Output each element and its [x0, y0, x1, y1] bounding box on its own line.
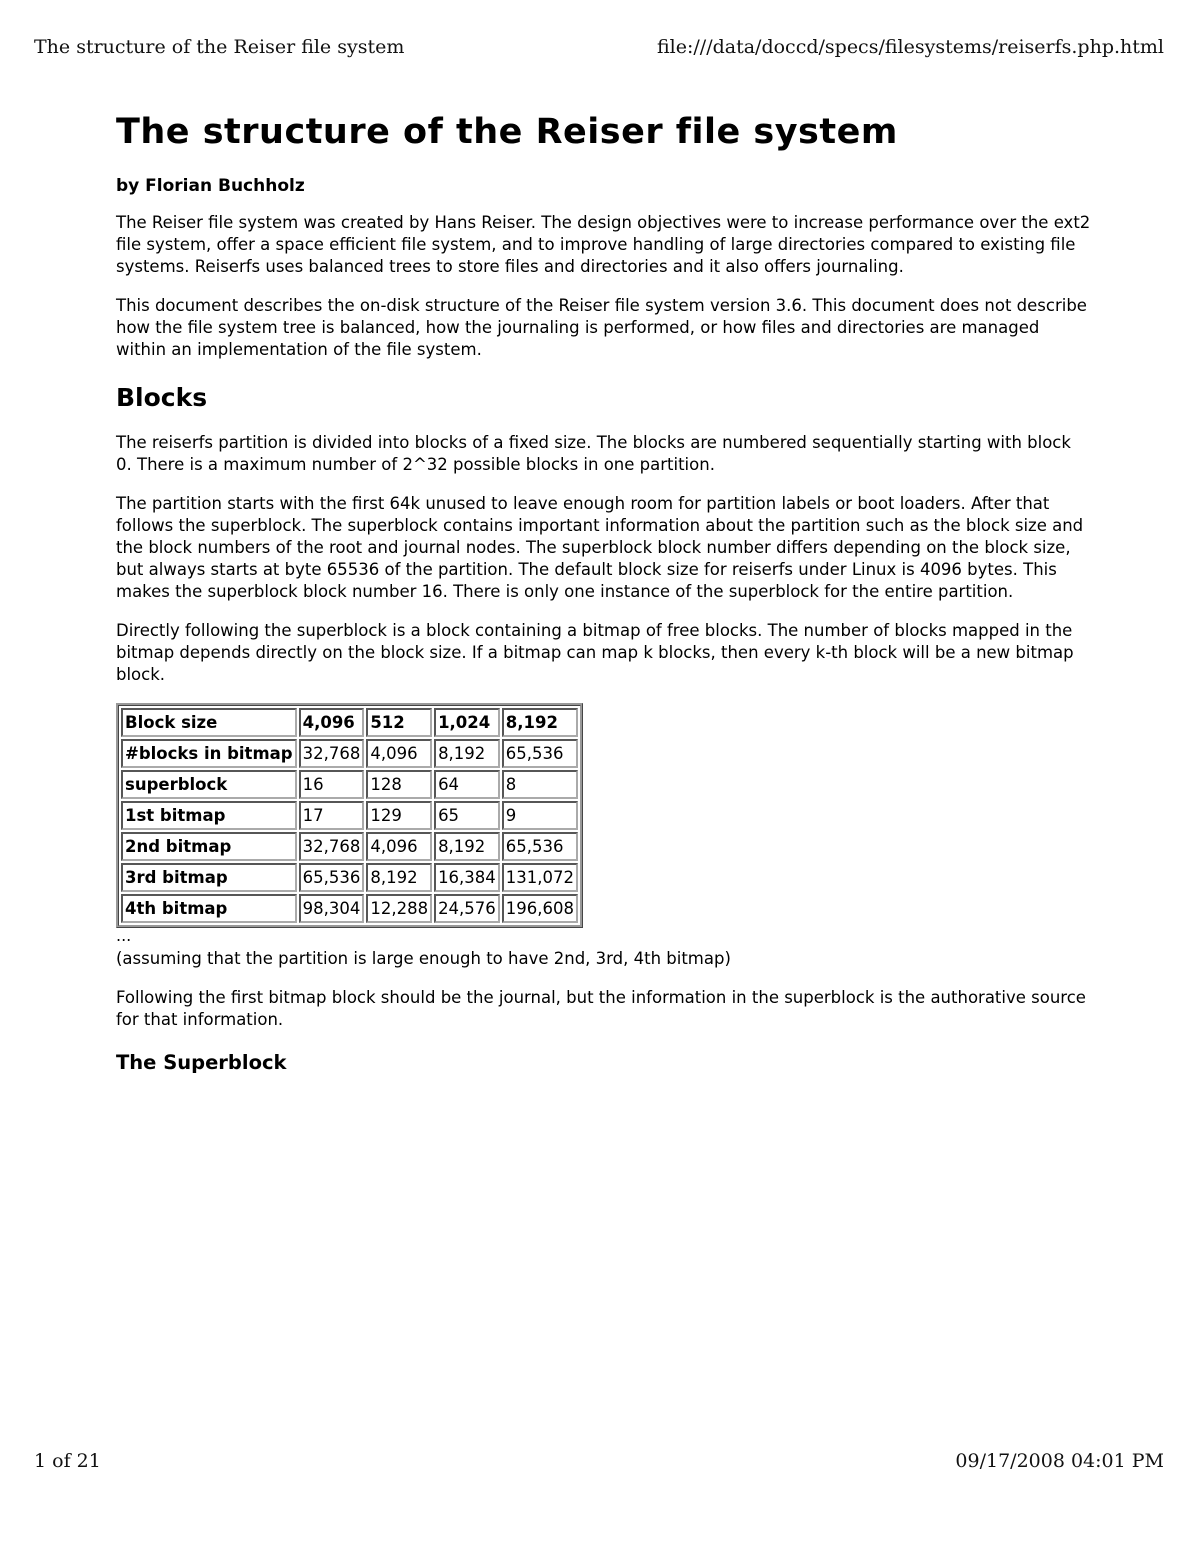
- table-row-label: 4th bitmap: [121, 894, 297, 923]
- table-cell: 4,096: [366, 739, 432, 768]
- table-row: [121, 801, 578, 830]
- journal-paragraph: Following the first bitmap block should be the journal, but the information in the superblock is the authorative source for that information.: [116, 988, 1086, 1029]
- block-size-table: [116, 703, 583, 928]
- table-header-cell: Block size: [121, 708, 297, 737]
- author-byline: by Florian Buchholz: [116, 176, 305, 196]
- print-datetime: 09/17/2008 04:01 PM: [955, 1450, 1164, 1472]
- intro-paragraph-1: The Reiser file system was created by Hans Reiser. The design objectives were to increase performance over the ext2 file system, offer a space efficient file system, and to improve handling of large directories compared to existing file systems. Reiserfs uses balanced trees to store files and directories and it also offers journaling.: [116, 213, 1091, 276]
- table-row-label: 3rd bitmap: [121, 863, 297, 892]
- blocks-paragraph-2: The partition starts with the first 64k unused to leave enough room for partition labels or boot loaders. After that follows the superblock. The superblock contains important information about the partition such as the block size and the block numbers of the root and journal nodes. The superblock block number differs depending on the block size, but always starts at byte 65536 of the partition. The default block size for reiserfs under Linux is 4096 bytes. This makes the superblock block number 16. There is only one instance of the superblock for the entire partition.: [116, 494, 1084, 601]
- table-cell: 24,576: [434, 894, 500, 923]
- print-footer: [34, 1450, 1164, 1472]
- table-row-label: 1st bitmap: [121, 801, 297, 830]
- table-row-label: 2nd bitmap: [121, 832, 297, 861]
- table-cell: 32,768: [299, 739, 365, 768]
- print-header-url: file:///data/doccd/specs/filesystems/reiserfs.php.html: [657, 36, 1164, 58]
- table-row: [121, 739, 578, 768]
- table-cell: 128: [366, 770, 432, 799]
- blocks-paragraph-1: The reiserfs partition is divided into blocks of a fixed size. The blocks are numbered sequentially starting with block 0. There is a maximum number of 2^32 possible blocks in one partition.: [116, 433, 1071, 474]
- table-cell: 8,192: [366, 863, 432, 892]
- print-header-title: The structure of the Reiser file system: [34, 36, 405, 58]
- blocks-heading: Blocks: [116, 383, 208, 412]
- table-cell: 8: [502, 770, 578, 799]
- table-header-cell: 8,192: [502, 708, 578, 737]
- table-header-cell: 4,096: [299, 708, 365, 737]
- table-row: [121, 770, 578, 799]
- table-row-label: superblock: [121, 770, 297, 799]
- table-header-cell: 1,024: [434, 708, 500, 737]
- page-title: The structure of the Reiser file system: [116, 112, 898, 152]
- table-cell: 131,072: [502, 863, 578, 892]
- table-cell: 9: [502, 801, 578, 830]
- intro-paragraph-2: This document describes the on-disk structure of the Reiser file system version 3.6. This document does not describe how the file system tree is balanced, how the journaling is performed, or how files and directories are managed within an implementation of the file system.: [116, 296, 1087, 359]
- page-counter: 1 of 21: [34, 1450, 101, 1472]
- table-cell: 12,288: [366, 894, 432, 923]
- table-cell: 4,096: [366, 832, 432, 861]
- blocks-paragraph-3: Directly following the superblock is a block containing a bitmap of free blocks. The number of blocks mapped in the bitmap depends directly on the block size. If a bitmap can map k blocks, then every k-th block will be a new bitmap block.: [116, 621, 1074, 684]
- table-cell: 65,536: [502, 832, 578, 861]
- table-header-cell: 512: [366, 708, 432, 737]
- table-cell: 65: [434, 801, 500, 830]
- table-row: [121, 863, 578, 892]
- table-cell: 32,768: [299, 832, 365, 861]
- table-row-label: #blocks in bitmap: [121, 739, 297, 768]
- table-cell: 129: [366, 801, 432, 830]
- table-cell: 16: [299, 770, 365, 799]
- table-cell: 64: [434, 770, 500, 799]
- table-cell: 17: [299, 801, 365, 830]
- table-header-row: [121, 708, 578, 737]
- table-cell: 65,536: [299, 863, 365, 892]
- table-cell: 196,608: [502, 894, 578, 923]
- table-cell: 65,536: [502, 739, 578, 768]
- table-cell: 8,192: [434, 832, 500, 861]
- table-ellipsis: ...: [116, 926, 132, 945]
- print-header: [34, 36, 1164, 58]
- table-cell: 16,384: [434, 863, 500, 892]
- table-row: [121, 894, 578, 923]
- table-cell: 8,192: [434, 739, 500, 768]
- superblock-heading: The Superblock: [116, 1051, 287, 1074]
- table-note: (assuming that the partition is large enough to have 2nd, 3rd, 4th bitmap): [116, 949, 731, 968]
- document-body: [116, 112, 1091, 1074]
- table-row: [121, 832, 578, 861]
- table-cell: 98,304: [299, 894, 365, 923]
